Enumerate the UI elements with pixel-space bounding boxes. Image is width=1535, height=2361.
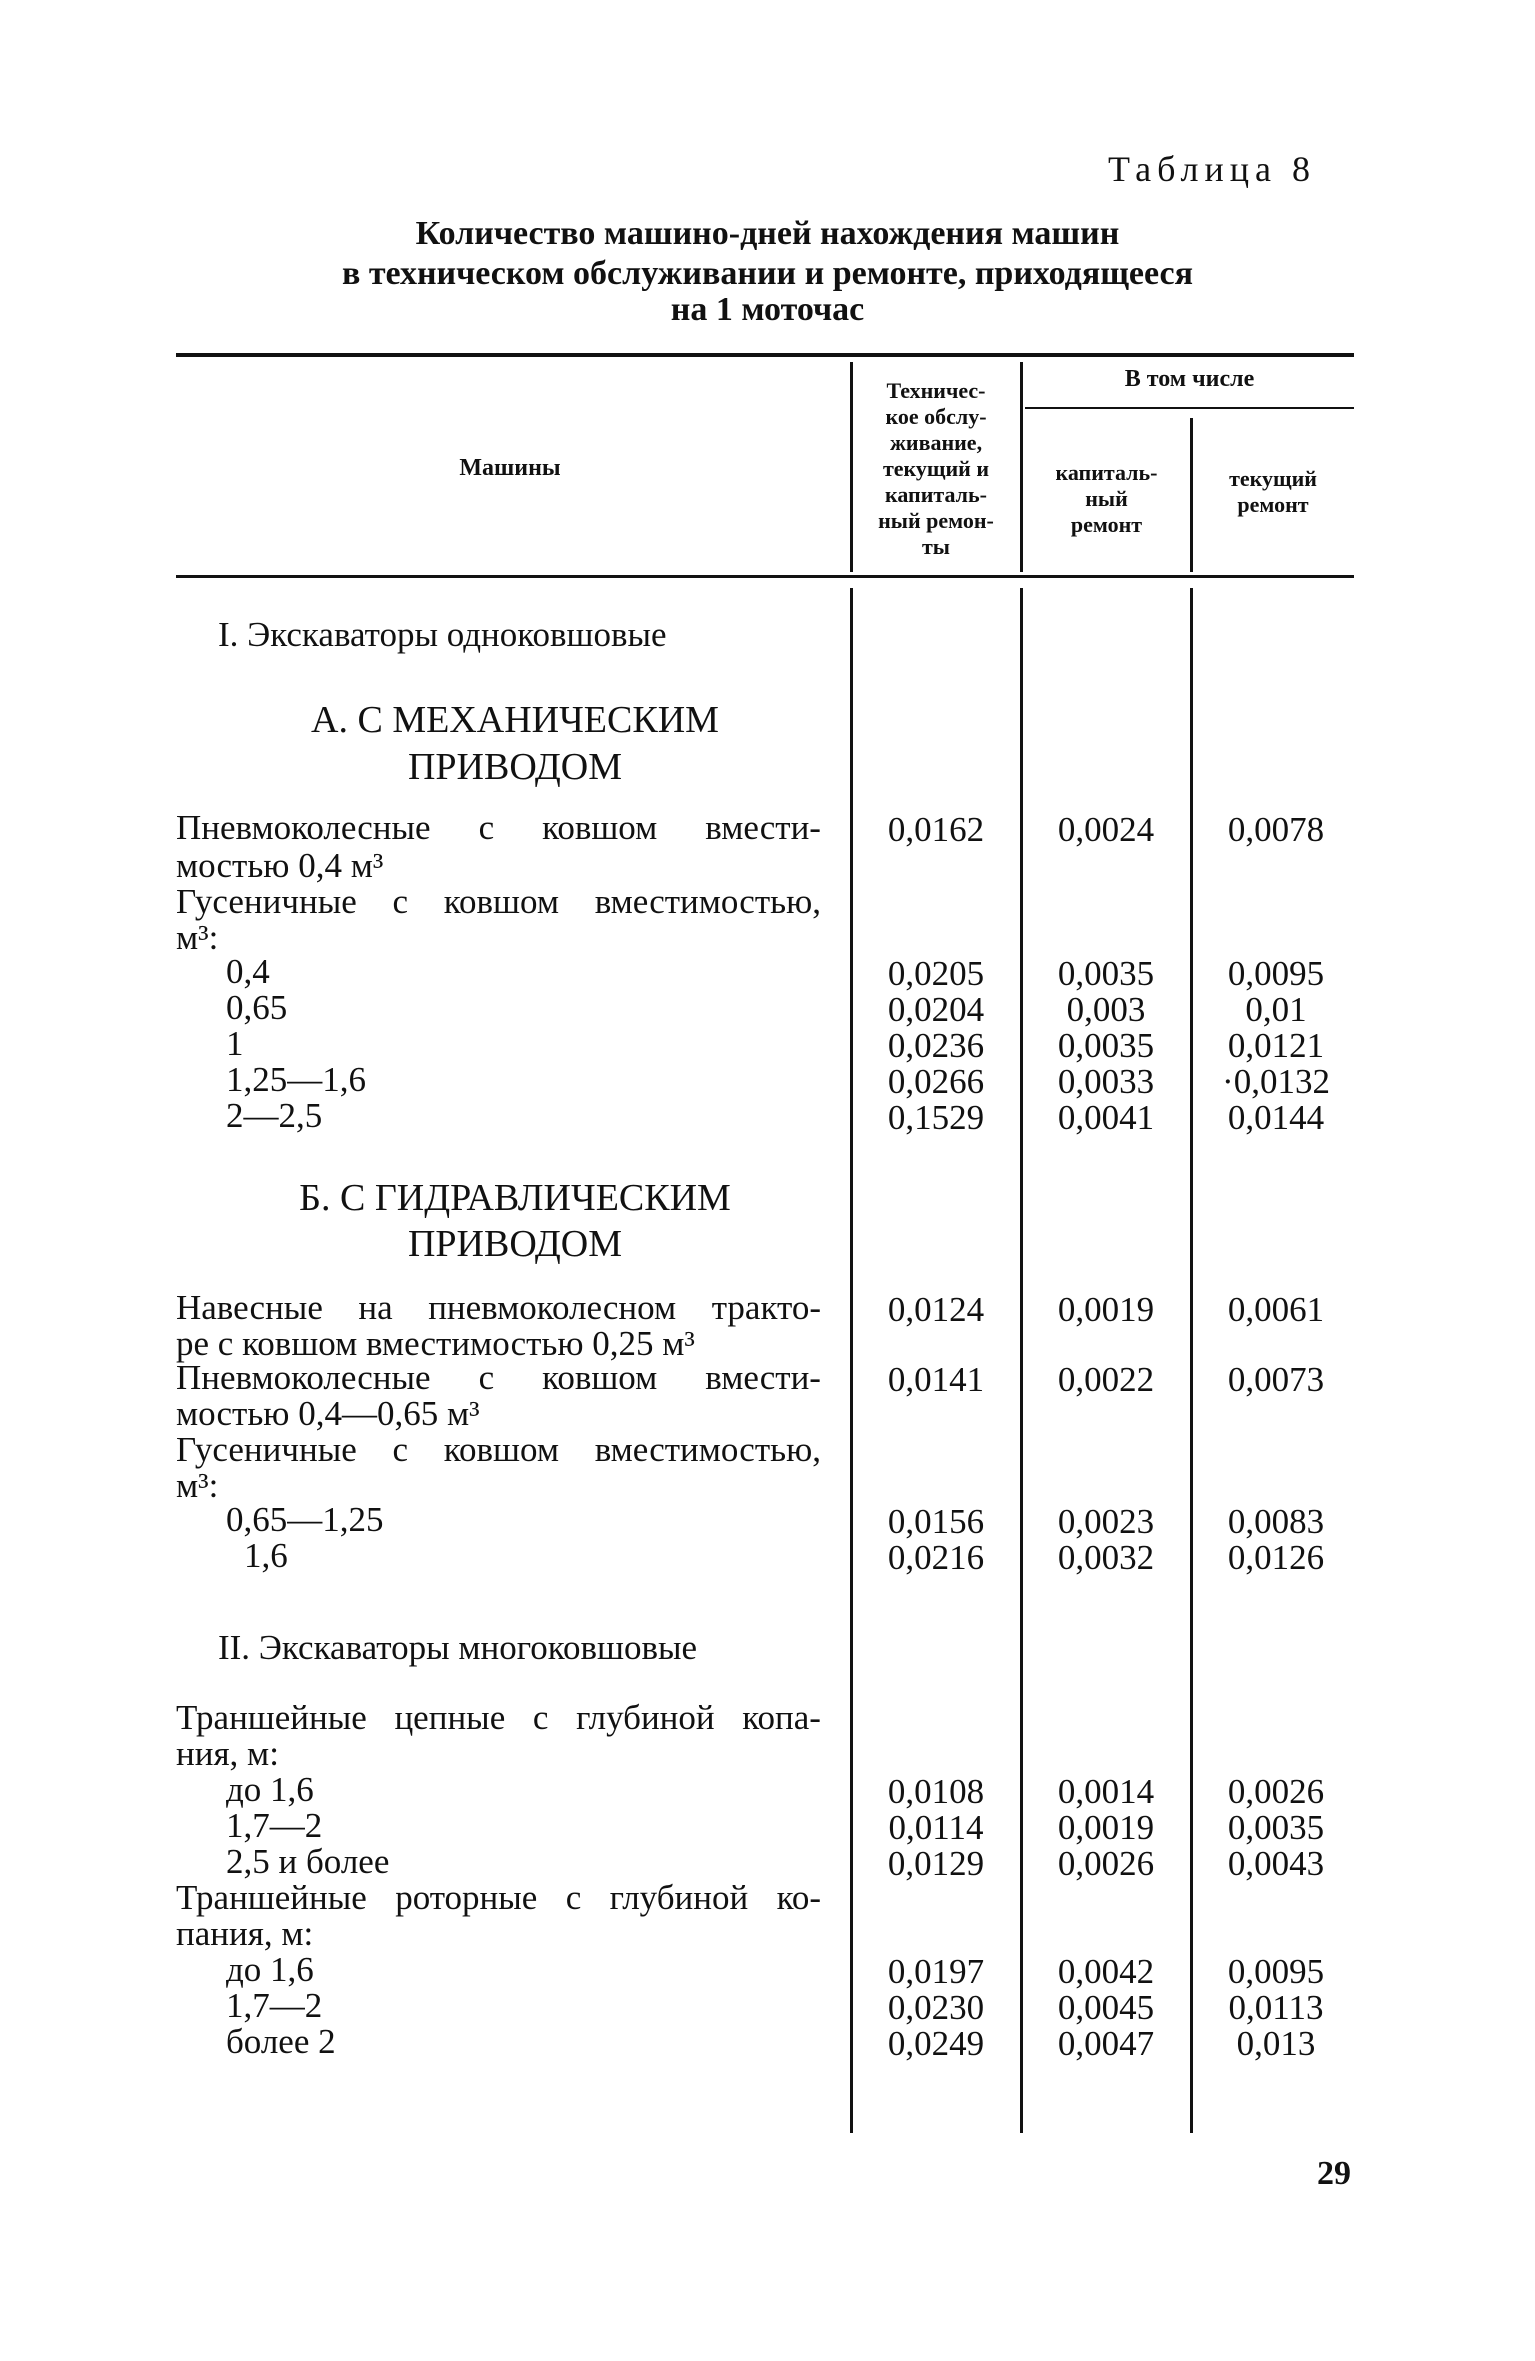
row-r3-current: 0,013 — [1236, 2024, 1316, 2063]
row-r3-total: 0,0249 — [887, 2024, 985, 2063]
row-mounted-capital: 0,0019 — [1057, 1290, 1155, 1329]
row-pneumo-1-total: 0,0162 — [887, 810, 985, 849]
row-r1-current: 0,0095 — [1227, 1952, 1325, 1991]
row-t3-label: 1 — [226, 1024, 244, 1063]
header-machines: Машины — [459, 455, 561, 481]
row-t1-capital: 0,0035 — [1057, 954, 1155, 993]
row-t3-total: 0,0236 — [887, 1026, 985, 1065]
row-c1-capital: 0,0014 — [1057, 1772, 1155, 1811]
row-pneumo-1-current: 0,0078 — [1227, 810, 1325, 849]
col-divider-3 — [1190, 588, 1193, 2133]
row-r1-total: 0,0197 — [887, 1952, 985, 1991]
row-rotor-text-line-2: пания, м: — [176, 1914, 314, 1953]
row-chain-text-line-1: Траншейные цепные с глубиной копа- — [176, 1698, 821, 1737]
row-t4-current: ·0,0132 — [1222, 1062, 1330, 1101]
row-pneumo-1-text-line-1: Пневмоколесные с ковшом вмести- — [176, 808, 821, 847]
row-track-2-text-line-1: Гусеничные с ковшом вместимостью, — [176, 1430, 821, 1469]
page-number: 29 — [1317, 2155, 1351, 2192]
row-t1-total: 0,0205 — [887, 954, 985, 993]
row-c2-capital: 0,0019 — [1057, 1808, 1155, 1847]
row-t2-capital: 0,003 — [1066, 990, 1146, 1029]
row-c3-current: 0,0043 — [1227, 1844, 1325, 1883]
header-current: текущий ремонт — [1229, 466, 1317, 517]
col-divider-1 — [850, 588, 853, 2133]
row-c3-total: 0,0129 — [887, 1844, 985, 1883]
row-g2-total: 0,0216 — [887, 1538, 985, 1577]
including-divider — [1025, 407, 1354, 409]
row-pneumo-2-text-line-2: мостью 0,4—0,65 м³ — [176, 1394, 480, 1433]
row-g2-current: 0,0126 — [1227, 1538, 1325, 1577]
row-mounted-current: 0,0061 — [1227, 1290, 1325, 1329]
row-pneumo-2-text-line-1: Пневмоколесные с ковшом вмести- — [176, 1358, 821, 1397]
header-total: Техничес- кое обслу- живание, текущий и капиталь- ный ремон- ты — [878, 378, 994, 559]
section-2-title: II. Экскаваторы многоковшовые — [218, 1628, 698, 1667]
row-g2-capital: 0,0032 — [1057, 1538, 1155, 1577]
header-including: В том числе — [1124, 366, 1255, 392]
row-r2-total: 0,0230 — [887, 1988, 985, 2027]
row-rotor-text-line-1: Траншейные роторные с глубиной ко- — [176, 1878, 821, 1917]
section-1a-title-line-1: А. С МЕХАНИЧЕСКИМ — [311, 699, 719, 741]
row-t4-total: 0,0266 — [887, 1062, 985, 1101]
row-pneumo-2-capital: 0,0022 — [1057, 1360, 1155, 1399]
row-r1-label: до 1,6 — [226, 1950, 314, 1989]
row-pneumo-2-total: 0,0141 — [887, 1360, 985, 1399]
row-g1-capital: 0,0023 — [1057, 1502, 1155, 1541]
row-c1-current: 0,0026 — [1227, 1772, 1325, 1811]
table-top-rule — [176, 353, 1354, 357]
row-g1-current: 0,0083 — [1227, 1502, 1325, 1541]
row-c1-label: до 1,6 — [226, 1770, 314, 1809]
row-c3-capital: 0,0026 — [1057, 1844, 1155, 1883]
row-c2-current: 0,0035 — [1227, 1808, 1325, 1847]
row-g1-label: 0,65—1,25 — [226, 1500, 384, 1539]
section-1-title: I. Экскаваторы одноковшовые — [218, 615, 667, 654]
row-c2-total: 0,0114 — [888, 1808, 984, 1847]
header-capital: капиталь- ный ремонт — [1055, 460, 1158, 537]
table-title-line-3: на 1 моточас — [670, 291, 865, 328]
table-label: Таблица 8 — [1108, 149, 1316, 189]
row-c2-label: 1,7—2 — [226, 1806, 323, 1845]
row-mounted-text-line-1: Навесные на пневмоколесном тракто- — [176, 1288, 821, 1327]
row-r2-current: 0,0113 — [1228, 1988, 1324, 2027]
row-t2-current: 0,01 — [1245, 990, 1307, 1029]
row-g2-label: 1,6 — [244, 1536, 288, 1575]
row-track-2-text-line-2: м³: — [176, 1466, 219, 1505]
section-1b-title-line-2: ПРИВОДОМ — [407, 1223, 623, 1265]
col-divider-2 — [1020, 588, 1023, 2133]
row-track-1-text-line-2: м³: — [176, 918, 219, 957]
table-title-line-1: Количество машино-дней нахождения машин — [415, 215, 1120, 252]
row-r1-capital: 0,0042 — [1057, 1952, 1155, 1991]
section-1b-title-line-1: Б. С ГИДРАВЛИЧЕСКИМ — [299, 1177, 731, 1219]
row-t4-label: 1,25—1,6 — [226, 1060, 366, 1099]
row-t5-capital: 0,0041 — [1057, 1098, 1155, 1137]
section-1a-title-line-2: ПРИВОДОМ — [407, 746, 623, 788]
row-r3-label: более 2 — [226, 2022, 336, 2061]
table-title-line-2: в техническом обслуживании и ремонте, приходящееся — [341, 255, 1194, 292]
row-pneumo-1-capital: 0,0024 — [1057, 810, 1155, 849]
row-r2-label: 1,7—2 — [226, 1986, 323, 2025]
row-mounted-total: 0,0124 — [887, 1290, 985, 1329]
row-t2-label: 0,65 — [226, 988, 288, 1027]
row-pneumo-2-current: 0,0073 — [1227, 1360, 1325, 1399]
row-t5-label: 2—2,5 — [226, 1096, 323, 1135]
row-t2-total: 0,0204 — [887, 990, 985, 1029]
row-mounted-text-line-2: ре с ковшом вместимостью 0,25 м³ — [176, 1324, 695, 1363]
row-c3-label: 2,5 и более — [226, 1842, 390, 1881]
row-t5-total: 0,1529 — [887, 1098, 985, 1137]
row-chain-text-line-2: ния, м: — [176, 1734, 279, 1773]
row-r2-capital: 0,0045 — [1057, 1988, 1155, 2027]
row-t3-capital: 0,0035 — [1057, 1026, 1155, 1065]
row-t1-current: 0,0095 — [1227, 954, 1325, 993]
row-c1-total: 0,0108 — [887, 1772, 985, 1811]
row-t3-current: 0,0121 — [1227, 1026, 1325, 1065]
row-track-1-text-line-1: Гусеничные с ковшом вместимостью, — [176, 882, 821, 921]
row-g1-total: 0,0156 — [887, 1502, 985, 1541]
row-t5-current: 0,0144 — [1227, 1098, 1325, 1137]
row-pneumo-1-text-line-2: мостью 0,4 м³ — [176, 846, 384, 885]
row-r3-capital: 0,0047 — [1057, 2024, 1155, 2063]
header-bottom-rule — [176, 575, 1354, 578]
row-t4-capital: 0,0033 — [1057, 1062, 1155, 1101]
row-t1-label: 0,4 — [226, 952, 270, 991]
